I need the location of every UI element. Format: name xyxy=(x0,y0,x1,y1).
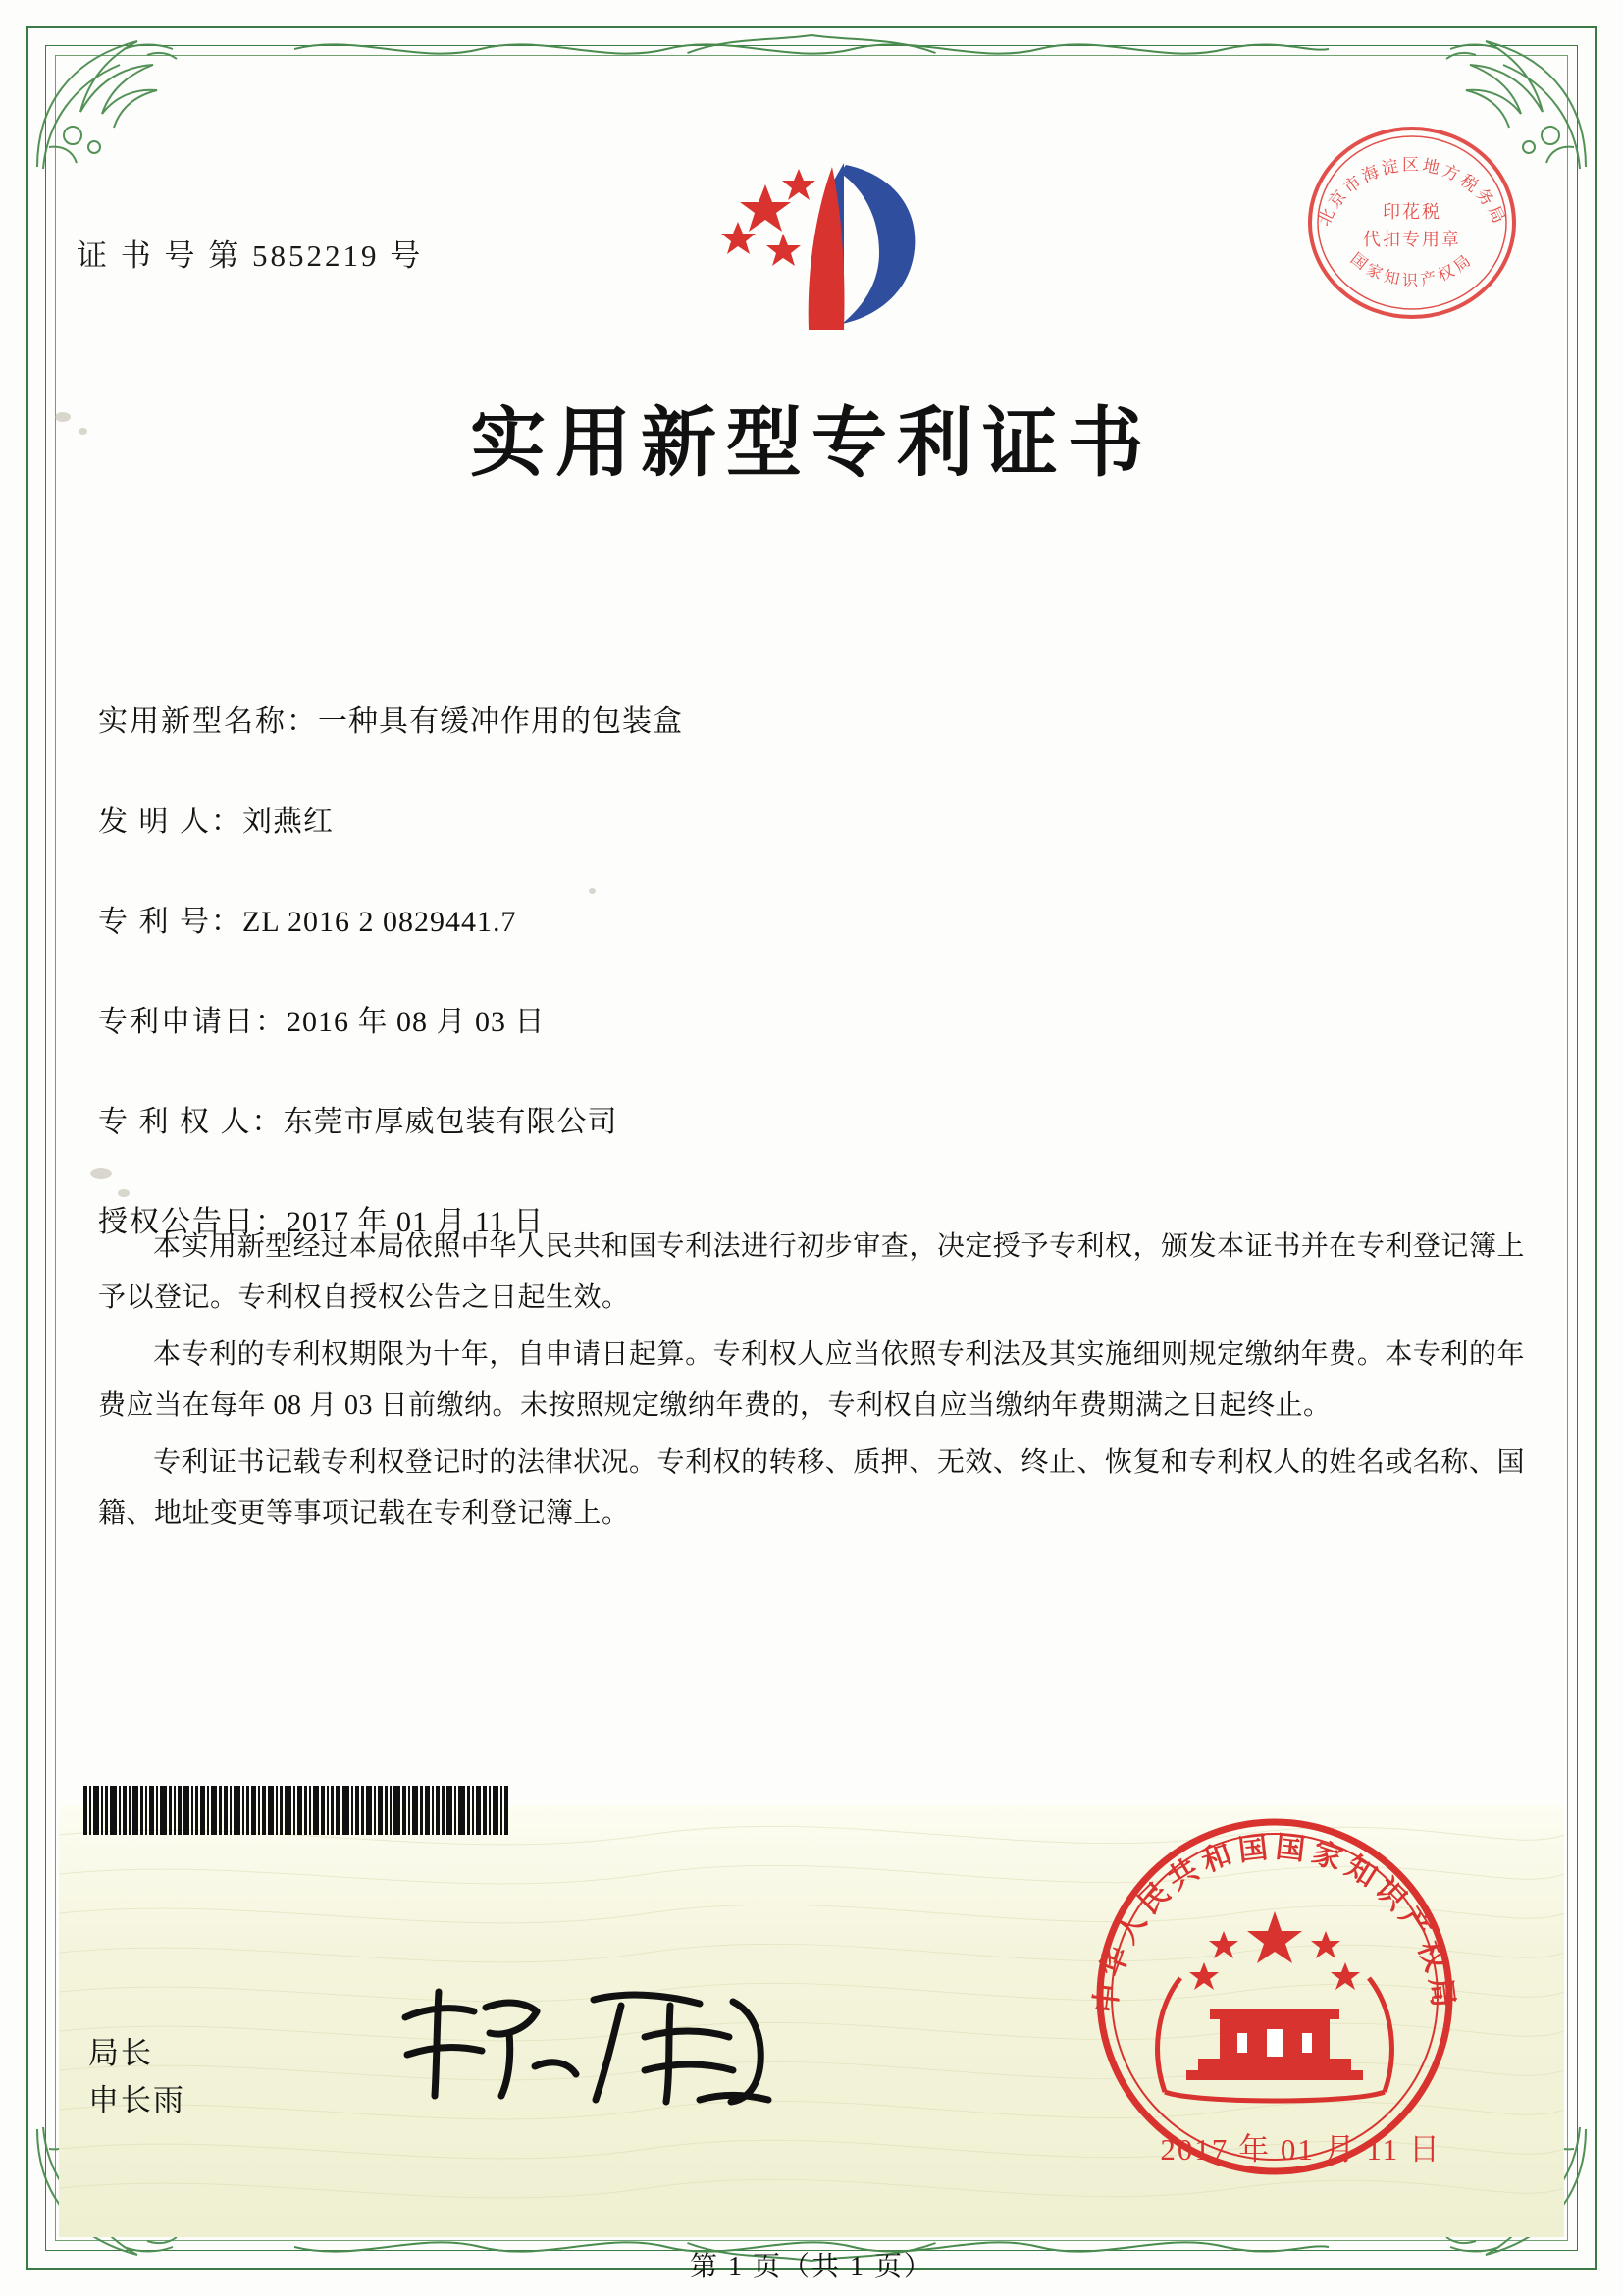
barcode xyxy=(83,1786,559,1835)
field-value: 一种具有缓冲作用的包装盒 xyxy=(318,705,683,738)
field-row-inventor xyxy=(98,797,1525,840)
handwritten-signature-icon xyxy=(388,1972,800,2119)
top-edge-ornament-icon xyxy=(294,29,1329,69)
field-value: 2017 年 01 月 11 日 xyxy=(287,1206,545,1238)
field-label: 授权公告日： xyxy=(98,1206,287,1238)
paragraph: 本专利的专利权期限为十年，自申请日起算。专利权人应当依照专利法及其实施细则规定缴纳年费。本专利的年费应当在每年 08 月 03 日前缴纳。未按照规定缴纳年费的，专利权自应当缴纳年费期满之日起终止。 xyxy=(98,1339,1525,1421)
field-label: 实用新型名称： xyxy=(98,705,318,738)
field-value: 东莞市厚威包装有限公司 xyxy=(283,1106,618,1138)
field-value: 2016 年 08 月 03 日 xyxy=(287,1006,546,1038)
tax-seal-stamp xyxy=(1299,118,1525,329)
field-value: 刘燕红 xyxy=(242,806,334,838)
svg-text:北京市海淀区地方税务局: 北京市海淀区地方税务局 xyxy=(1314,155,1510,230)
page-indicator: 第 1 页（共 1 页） xyxy=(689,2252,933,2282)
field-row-patentee xyxy=(98,1097,1525,1140)
field-row-application-date xyxy=(98,997,1525,1040)
director-block xyxy=(88,2030,185,2124)
legal-text xyxy=(98,1222,1525,1545)
svg-text:国家知识产权局: 国家知识产权局 xyxy=(1346,250,1478,289)
field-label: 专利申请日： xyxy=(98,1006,287,1038)
svg-text:印花税: 印花税 xyxy=(1383,202,1441,222)
field-label: 专 利 权 人： xyxy=(98,1106,284,1138)
field-value: ZL 2016 2 0829441.7 xyxy=(242,906,517,938)
field-label: 发 明 人： xyxy=(98,806,242,838)
fields-list xyxy=(98,697,1525,1297)
director-title: 局长 xyxy=(88,2036,153,2070)
field-row-name xyxy=(98,697,1525,740)
field-label: 专 利 号： xyxy=(98,906,242,938)
cnipa-logo-icon xyxy=(697,147,952,343)
svg-text:代扣专用章: 代扣专用章 xyxy=(1363,230,1461,249)
paragraph: 专利证书记载专利权登记时的法律状况。专利权的转移、质押、无效、终止、恢复和专利权人的姓名或名称、国籍、地址变更等事项记载在专利登记簿上。 xyxy=(98,1447,1525,1529)
seal-issue-date: 2017 年 01 月 11 日 xyxy=(1160,2132,1441,2166)
certificate-number: 证 书 号 第 5852219 号 xyxy=(77,238,424,273)
director-name: 申长雨 xyxy=(88,2083,185,2117)
field-row-patent-number xyxy=(98,897,1525,940)
page-title: 实用新型专利证书 xyxy=(470,401,1153,486)
svg-text:中华人民共和国国家知识产权局: 中华人民共和国国家知识产权局 xyxy=(1089,1831,1460,2015)
paragraph: 本实用新型经过本局依照中华人民共和国专利法进行初步审查，决定授予专利权，颁发本证书并在专利登记簿上予以登记。专利权自授权公告之日起生效。 xyxy=(98,1231,1525,1313)
